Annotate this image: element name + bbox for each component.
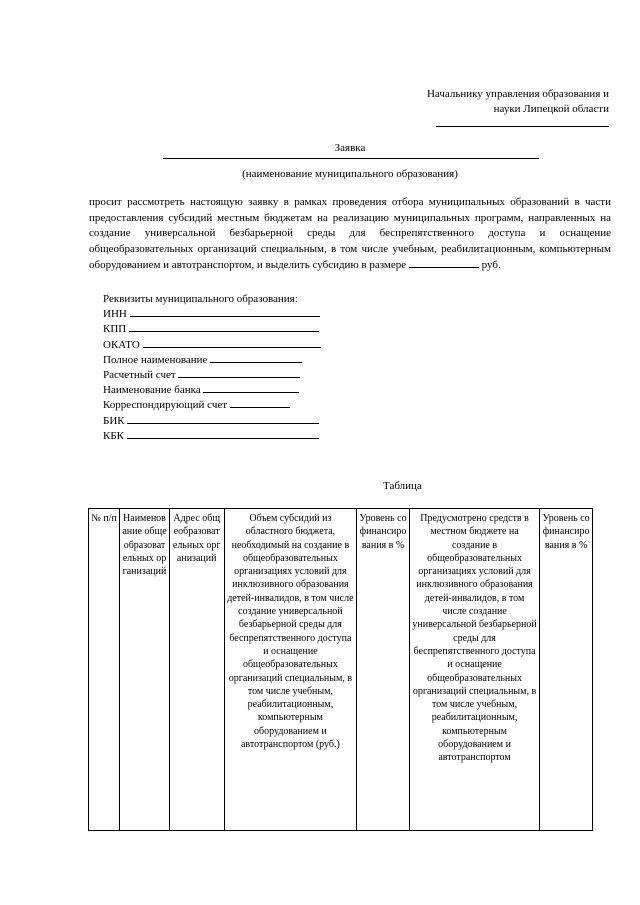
- bank-label: Наименование банка: [103, 384, 201, 397]
- amount-blank: [409, 258, 479, 268]
- subsidy-table: [88, 508, 593, 831]
- account-line: [178, 368, 300, 378]
- header-num: № п/п: [89, 509, 120, 831]
- full-name-line: [210, 353, 302, 363]
- full-name-label: Полное наименование: [103, 353, 208, 366]
- bik-row: [103, 414, 321, 429]
- kpp-label: КПП: [103, 323, 127, 336]
- kbk-row: [103, 429, 321, 444]
- bik-line: [127, 414, 319, 424]
- addressee-block: [427, 87, 609, 132]
- document-title: Заявка: [334, 142, 366, 154]
- requisites-block: [103, 292, 321, 444]
- full-name-row: [103, 353, 321, 368]
- kpp-row: [103, 322, 321, 337]
- request-paragraph: [89, 195, 611, 274]
- request-text: просит рассмотреть настоящую заявку в рамках проведения отбора муниципальных образований в части предоставления субсидий местным бюджетам на реализацию муниципальных программ, направленных на создание универсальной безбарьерной среды для беспрепятственного доступа и оснащение общеобразовательных организаций специальным, в том числе учебным, реабилитационным, компьютерным оборудованием и автотранспортом, и выделить субсидию в размере: [89, 196, 611, 271]
- okato-line: [143, 338, 321, 348]
- addressee-line-1: Начальнику управления образования и: [426, 88, 609, 100]
- requisites-heading: Реквизиты муниципального образования:: [103, 293, 298, 305]
- kbk-line: [127, 429, 319, 439]
- table-header-row: [89, 509, 593, 831]
- inn-row: [103, 307, 321, 322]
- okato-label: ОКАТО: [103, 338, 140, 351]
- corr-account-row: [103, 398, 321, 413]
- addressee-signature-line: [436, 118, 609, 127]
- header-regional-subsidy: Объем субсидий из областного бюджета, необходимый на создание в общеобразовательных организациях условий для инклюзивного образования детей-инвалидов, в том числе создание универсальной безбарьерной среды для беспрепятственного доступа и оснащение общеобразовательных организаций специальным, в том числе учебным, реабилитационным, компьютерным оборудованием и автотранспортом (руб.): [224, 509, 356, 831]
- municipality-name-line: [163, 158, 539, 159]
- bik-label: БИК: [103, 414, 125, 427]
- kbk-label: КБК: [103, 429, 124, 442]
- addressee-line-2: науки Липецкой области: [493, 103, 609, 115]
- bank-row: [103, 383, 321, 398]
- header-cofinancing-2: Уровень софинансирования в %: [540, 509, 593, 831]
- account-label: Расчетный счет: [103, 369, 176, 382]
- inn-line: [130, 307, 320, 317]
- header-address: Адрес общеобразовательных организаций: [169, 509, 224, 831]
- inn-label: ИНН: [103, 308, 127, 321]
- account-row: [103, 368, 321, 383]
- header-cofinancing-1: Уровень софинансирования в %: [357, 509, 410, 831]
- table-label: Таблица: [383, 480, 422, 492]
- corr-account-line: [230, 398, 290, 408]
- header-name: Наименование общеобразовательных организаций: [120, 509, 170, 831]
- okato-row: [103, 338, 321, 353]
- corr-account-label: Корреспондирующий счет: [103, 399, 228, 412]
- header-local-budget: Предусмотрено средств в местном бюджете на создание в общеобразовательных организациях условий для инклюзивного образования детей-инвалидов, в том числе создание универсальной безбарьерной среды для беспрепятственного доступа и оснащение общеобразовательных организаций специальным, в том числе учебным, реабилитационным, компьютерным оборудованием и автотранспортом: [409, 509, 539, 831]
- municipality-name-caption: (наименование муниципального образования): [242, 168, 458, 180]
- bank-line: [203, 383, 299, 393]
- kpp-line: [129, 322, 319, 332]
- currency-label: руб.: [481, 258, 501, 271]
